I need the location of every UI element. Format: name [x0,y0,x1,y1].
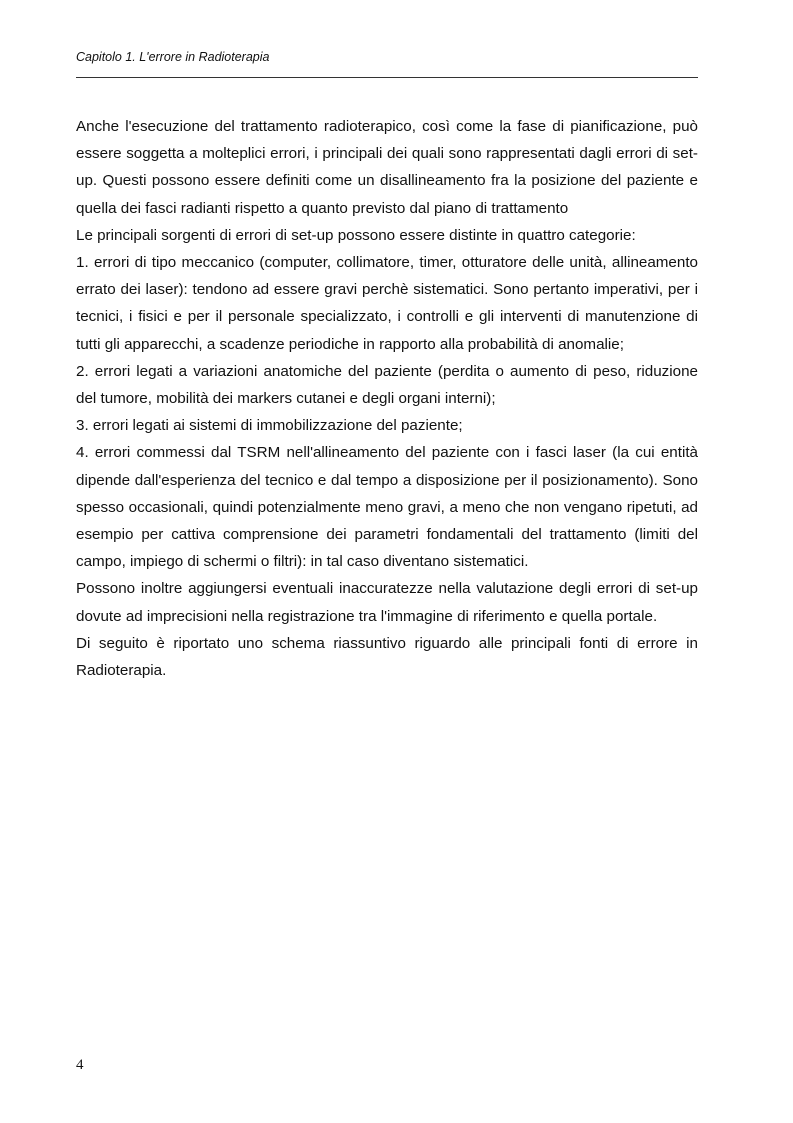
running-header: Capitolo 1. L'errore in Radioterapia [76,50,270,64]
paragraph-summary-scheme: Di seguito è riportato uno schema riassuntivo riguardo alle principali fonti di errore in Radioterapia. [76,634,698,680]
header-divider [76,77,698,78]
page-number: 4 [76,1057,84,1073]
list-item-immobilization-errors: 3. errori legati ai sistemi di immobilizzazione del paziente; [76,417,463,435]
paragraph-registration-inaccuracies: Possono inoltre aggiungersi eventuali inaccuratezze nella valutazione degli errori di set-up dovute ad imprecisioni nella registrazione tra l'immagine di riferimento e quella portale. [76,580,698,625]
body-text [76,113,698,684]
paragraph-intro: Anche l'esecuzione del trattamento radioterapico, così come la fase di pianificazione, può essere soggetta a molteplici errori, i principali dei quali sono rappresentati dagli errori di set-up. Questi possono essere definiti come un disallineamento fra la posizione del paziente e quella dei fasci radianti rispetto a quanto previsto dal piano di trattamento [76,118,698,217]
list-item-mechanical-errors: 1. errori di tipo meccanico (computer, collimatore, timer, otturatore delle unità, allineamento errato dei laser): tendono ad essere gravi perchè sistematici. Sono pertanto imperativi, per i tecnici, i fisici e per il personale specializzato, i controlli e gli interventi di manutenzione di tutti gli apparecchi, a scadenze periodiche in rapporto alla probabilità di anomalie; [76,254,698,353]
paragraph-categories-intro: Le principali sorgenti di errori di set-up possono essere distinte in quattro categorie: [76,226,636,244]
list-item-tsrm-errors: 4. errori commessi dal TSRM nell'allineamento del paziente con i fasci laser (la cui entità dipende dall'esperienza del tecnico e dal tempo a disposizione per il posizionamento). Sono spesso occasionali, quindi potenzialmente meno gravi, a meno che non vengano ripetuti, ad esempio per cattiva comprensione dei parametri fondamentali del trattamento (limiti del campo, impiego di schermi o filtri): in tal caso diventano sistematici. [76,444,698,571]
list-item-anatomical-errors: 2. errori legati a variazioni anatomiche del paziente (perdita o aumento di peso, riduzione del tumore, mobilità dei markers cutanei e degli organi interni); [76,362,698,408]
